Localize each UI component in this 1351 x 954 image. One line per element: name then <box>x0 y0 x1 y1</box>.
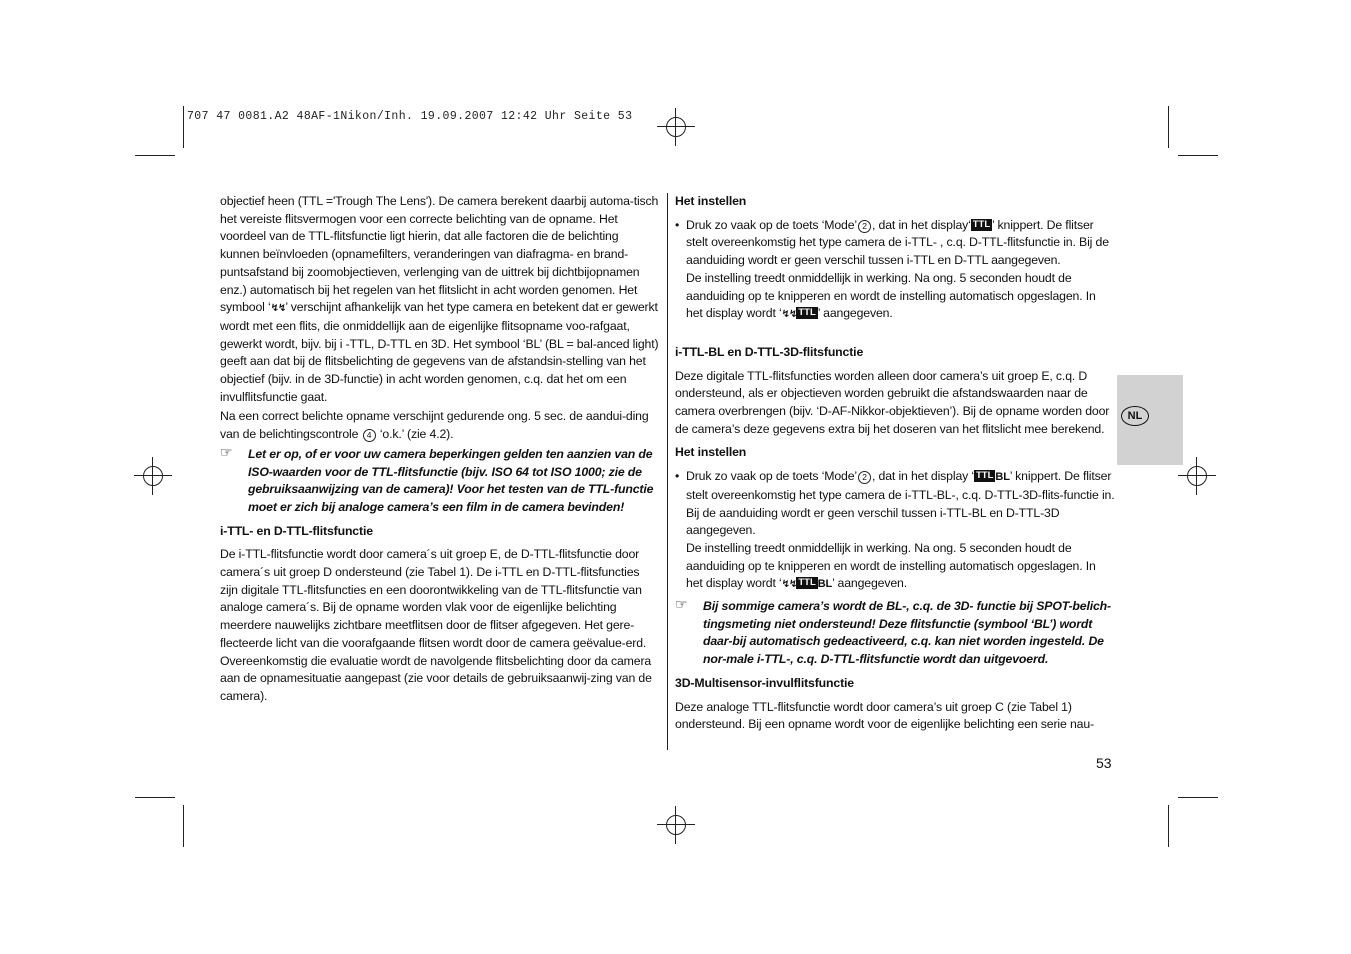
bl-label: BL <box>817 578 833 591</box>
flash-icon: ↯↯ <box>270 303 286 315</box>
circled-number-icon: 2 <box>858 471 871 484</box>
bullet-instellen-2: • Druk zo vaak op de toets ‘Mode’ 2 , dat in het display ‘ TTL BL’ knippert. De flitser stelt overeenkomstig het type camera de i-TTL-BL-, c.q. D-TTL-3D-flits-functie in. Bij de aanduiding wordt er geen verschil tussen i-TTL-BL en D-TTL-3D aangegeven. De instelling treedt onmiddellijk in werking. Na ong. 5 seconden houdt de aanduiding op te knipperen en wordt de instelling automatisch opgeslagen. In het display wordt ‘↯↯ TTL BL’ aangegeven. <box>675 469 1115 591</box>
paragraph-ttl-intro: objectief heen (TTL ='Trough The Lens'). De camera berekent daarbij automa-tisch het vereiste flitsvermogen voor een correcte belichting van de opname. Het voordeel van de TTL-flitsfunctie ligt hierin, dat alle factoren die de belichting kunnen beïnvloeden (opnamefilters, veranderingen van diafragma- en brand-puntsafstand bij zoomobjectieven, verlenging van de uittrek bij dichtbijopnamen enz.) automatisch bij het regelen van het flitslicht in acht worden genomen. Het symbool ‘↯↯’ verschijnt afhankelijk van het type camera en betekent dat er gewerkt wordt met een flits, die onmiddellijk aan de eigenlijke flitsopname voo-rafgaat, gewerkt wordt, bijv. bij i -TTL, D-TTL en 3D. Het symbool ‘BL’ (BL = bal-anced light) geeft aan dat bij de flitsbelichting de gegevens van de afstandsin-stelling van het objectief (bijv. in de 3D-functie) in acht worden genomen, c.q. dat het om een invulflitsfunctie gaat. <box>220 194 659 404</box>
note-spot-metering: ☞ Bij sommige camera’s wordt de BL-, c.q. de 3D- functie bij SPOT-belich-tingsmeting niet ondersteund! Deze flitsfunctie (symbool ‘BL’) wordt daar-bij automatisch gedeactiveerd, c.q. kan niet worden ingesteld. De nor-male i-TTL-, c.q. D-TTL-flitsfunctie wordt dan uitgevoerd. <box>675 596 1111 667</box>
heading-ittl-bl: i-TTL-BL en D-TTL-3D-flitsfunctie <box>675 344 864 359</box>
heading-ittl-dttl: i-TTL- en D-TTL-flitsfunctie <box>220 523 373 538</box>
flash-icon: ↯↯ <box>781 579 797 591</box>
pointing-hand-icon: ☞ <box>675 596 688 613</box>
crop-mark <box>1168 805 1169 847</box>
bl-label: BL <box>995 471 1010 484</box>
pointing-hand-icon: ☞ <box>220 443 233 460</box>
registration-mark-bottom <box>657 806 695 844</box>
circled-number-icon: 4 <box>363 429 376 442</box>
crop-mark <box>183 805 184 847</box>
left-column <box>220 193 660 708</box>
crop-mark <box>1178 797 1218 798</box>
paragraph-exposure-check: Na een correct belichte opname verschijnt gedurende ong. 5 sec. de aandui-ding van de belichtingscontrole 4 ‘o.k.’ (zie 4.2). <box>220 409 649 442</box>
right-column <box>675 193 1115 736</box>
ttl-display-icon: TTL <box>972 218 991 230</box>
paragraph-ittl-bl: Deze digitale TTL-flitsfuncties worden alleen door camera’s uit groep E, c.q. D ondersteund, als er objectieven worden gebruikt die afstandswaarden naar de camera overbrengen (bijv. ‘D-AF-Nikkor-objektieven’). Bij de opname worden door de camera’s deze gegevens extra bij het doseren van het flitslicht mee berekend. <box>675 368 1110 436</box>
column-divider <box>667 193 668 750</box>
heading-3d-multisensor: 3D-Multisensor-invulflitsfunctie <box>675 675 854 690</box>
registration-mark-right <box>1178 457 1216 495</box>
heading-instellen-1: Het instellen <box>675 194 747 208</box>
ttl-display-icon: TTL <box>798 307 816 319</box>
circled-number-icon: 2 <box>858 220 871 233</box>
note-iso-limits: ☞ Let er op, of er voor uw camera beperkingen gelden ten aanzien van de ISO-waarden voor de TTL-flitsfunctie (bijv. ISO 64 tot ISO 1000; zie de gebruiksaanwijzing van de camera)! Voor het testen van de TTL-functie moet er zich bij analoge camera’s een film in de camera bevinden! <box>220 443 654 514</box>
paragraph-ittl-dttl: De i-TTL-flitsfunctie wordt door camera´s uit groep E, de D-TTL-flitsfunctie door camera´s uit groep D ondersteund (zie Tabel 1). De i-TTL en D-TTL-flitsfuncties zijn digitale TTL-flitsfuncties en een doorontwikkeling van de TTL-flitsfunctie van analoge camera´s. Bij de opname worden vlak voor de eigenlijke belichting meerdere nauwelijks zichtbare meetflitsen door de flitser afgegeven. Het gere-flecteerde licht van die voorafgaande flitsen wordt door de camera geëvalue-erd. Overeenkomstig die evaluatie wordt de navolgende flitsbelichting door da camera aan de opnamesituatie aangepast (zie voor details de gebruiksaanwij-zing van de camera). <box>220 547 652 703</box>
crop-mark <box>135 155 175 156</box>
crop-mark <box>1178 155 1218 156</box>
ttl-display-icon: TTL <box>798 577 816 589</box>
registration-mark-left <box>134 457 172 495</box>
flash-icon: ↯↯ <box>781 309 797 321</box>
bullet-icon: • <box>675 469 680 484</box>
print-header: 707 47 0081.A2 48AF-1Nikon/Inh. 19.09.2007 12:42 Uhr Seite 53 <box>187 110 633 123</box>
bullet-icon: • <box>675 217 680 232</box>
registration-mark-top <box>657 108 695 146</box>
page-number: 53 <box>1096 755 1112 771</box>
crop-mark <box>135 797 175 798</box>
paragraph-3d-multisensor: Deze analoge TTL-flitsfunctie wordt door camera’s uit groep C (zie Tabel 1) ondersteund. Bij een opname wordt voor de eigenlijke belichting een serie nau- <box>675 699 1094 732</box>
ttl-display-icon: TTL <box>975 470 994 482</box>
crop-mark <box>183 106 184 148</box>
bullet-instellen-1: • Druk zo vaak op de toets ‘Mode’ 2 , dat in het display‘ TTL ’ knippert. De flitser stelt overeenkomstig het type camera de i-TTL- , c.q. D-TTL-flitsfunctie in. Bij de aanduiding wordt er geen verschil tussen i-TTL en D-TTL aangegeven. De instelling treedt onmiddellijk in werking. Na ong. 5 seconden houdt de aanduiding op te knipperen en wordt de instelling automatisch opgeslagen. In het display wordt ‘↯↯ TTL ’ aangegeven. <box>675 217 1109 321</box>
heading-instellen-2: Het instellen <box>675 445 747 460</box>
crop-mark <box>1168 106 1169 148</box>
language-badge: NL <box>1121 406 1149 426</box>
